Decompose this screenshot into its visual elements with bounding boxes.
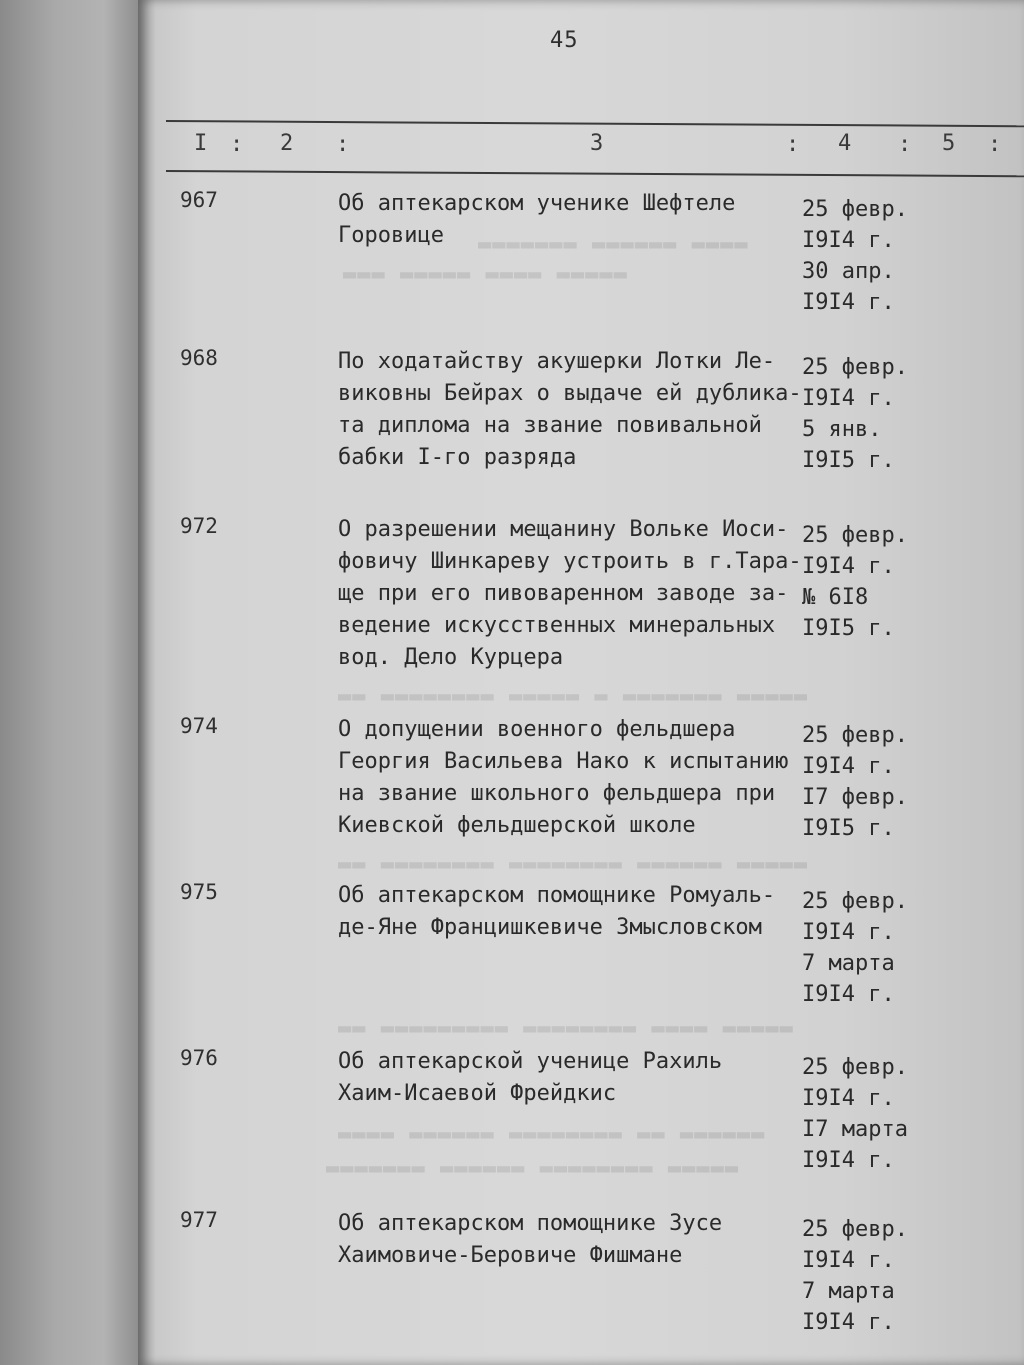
column-separator: : [898,132,912,157]
entry-number: 975 [180,880,218,904]
column-header-2: 2 [280,131,294,156]
column-separator: : [230,132,244,157]
show-through-text: ▬▬ ▬▬▬▬▬▬▬▬ ▬▬▬▬▬ ▬ ▬▬▬▬▬▬▬ ▬▬▬▬▬ [338,684,809,709]
entry-title: Об аптекарском ученике Шефтеле Горовице [338,191,736,248]
column-separator: : [988,132,1002,157]
document-page [138,0,1024,1365]
entry-title: О допущении военного фельдшера Георгия Васильева Нако к испытанию на звание школьного фельдшера при Киевской фельдшерской школе [338,717,789,838]
entry-title: Об аптекарском помощнике Ромуаль- де-Яне Францишкевиче Змысловском [338,883,776,940]
page-number: 45 [550,28,579,53]
entry-title: О разрешении мещанину Вольке Иоси- фовичу Шинкареву устроить в г.Тара- ще при его пивоваренном заводе за- ведение искусственных минеральных вод. Дело Курцера [338,517,802,670]
show-through-text: ▬▬▬▬▬▬▬ ▬▬▬▬▬▬ ▬▬▬▬▬▬▬▬ ▬▬▬▬▬ [326,1156,740,1181]
entry-title: По ходатайству акушерки Лотки Ле- виковны Бейрах о выдаче ей дублика- та диплома на звание повивальной бабки I-го разряда [338,349,802,470]
column-separator: : [786,132,800,157]
entry-dates: 25 февр. I9I4 г. № 6I8 I9I5 г. [802,523,908,641]
column-separator: : [336,132,350,157]
show-through-text: ▬▬ ▬▬▬▬▬▬▬▬ ▬▬▬▬▬▬▬▬ ▬▬▬▬▬▬ ▬▬▬▬▬ [338,852,809,877]
entry-number: 967 [180,188,218,212]
entry-title: Об аптекарском помощнике Зусе Хаимовиче-Беровиче Фишмане [338,1211,723,1268]
entry-number: 972 [180,514,218,538]
show-through-text: ▬▬ ▬▬▬▬▬▬▬▬▬ ▬▬▬▬▬▬▬▬ ▬▬▬▬ ▬▬▬▬▬ [338,1016,794,1041]
entry-dates: 25 февр. I9I4 г. 5 янв. I9I5 г. [802,355,908,473]
entry-number: 977 [180,1208,218,1232]
facing-page-edge [0,0,138,1365]
entry-dates: 25 февр. I9I4 г. 30 апр. I9I4 г. [802,197,908,315]
show-through-text: ▬▬▬ ▬▬▬▬▬ ▬▬▬▬ ▬▬▬▬▬ [343,262,628,287]
entry-dates: 25 февр. I9I4 г. I7 февр. I9I5 г. [802,723,908,841]
entry-dates: 25 февр. I9I4 г. I7 марта I9I4 г. [802,1055,908,1173]
entry-number: 974 [180,714,218,738]
column-header-1: I [194,131,208,156]
show-through-text: ▬▬▬▬▬▬▬ ▬▬▬▬▬▬ ▬▬▬▬ [478,232,749,257]
column-header-3: 3 [590,131,604,156]
entry-number: 976 [180,1046,218,1070]
column-header-4: 4 [838,131,852,156]
header-rule-bottom [166,170,1024,177]
entry-number: 968 [180,346,218,370]
header-rule-top [166,120,1024,127]
show-through-text: ▬▬▬▬ ▬▬▬▬▬▬ ▬▬▬▬▬▬▬▬ ▬▬ ▬▬▬▬▬▬ [338,1122,766,1147]
entry-dates: 25 февр. I9I4 г. 7 марта I9I4 г. [802,1217,908,1335]
entry-dates: 25 февр. I9I4 г. 7 марта I9I4 г. [802,889,908,1007]
column-header-5: 5 [942,131,956,156]
entry-title: Об аптекарской ученице Рахиль Хаим-Исаевой Фрейдкис [338,1049,723,1106]
